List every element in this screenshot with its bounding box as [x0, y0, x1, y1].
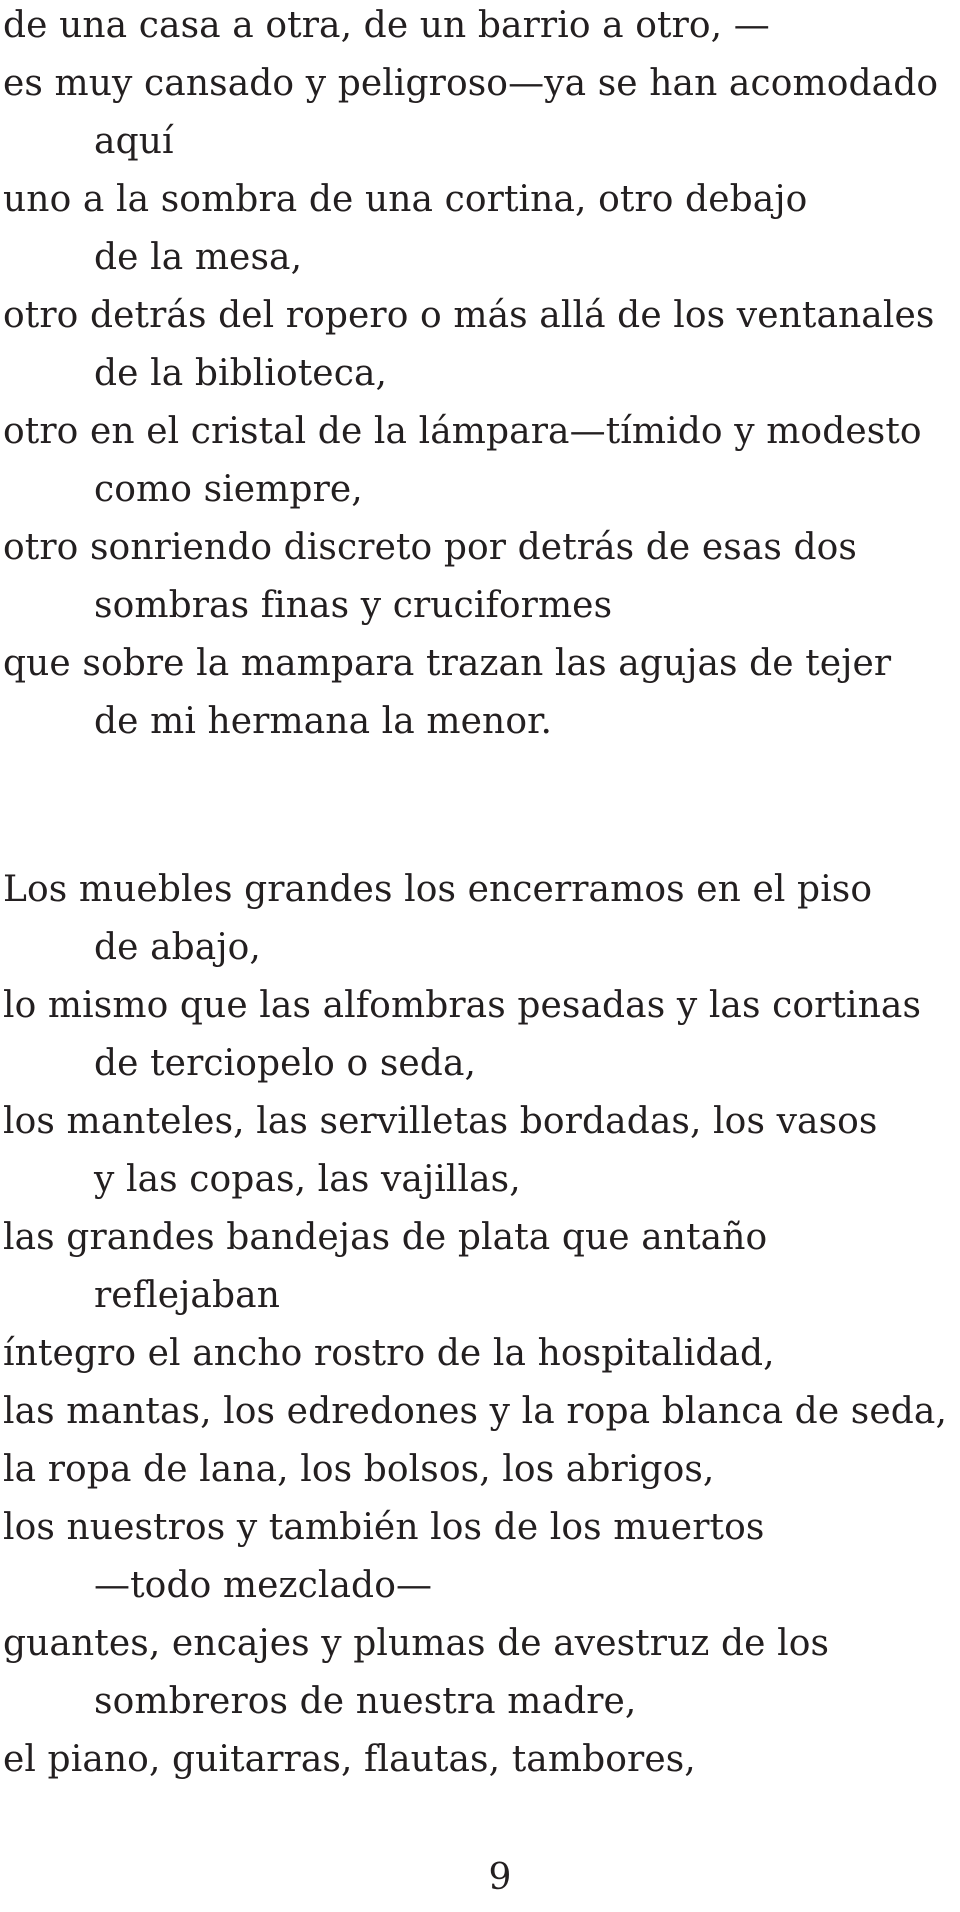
verse-line: es muy cansado y peligroso—ya se han acomodado	[3, 63, 939, 104]
page-number: 9	[488, 1857, 512, 1898]
verse-line: las mantas, los edredones y la ropa blanca de seda,	[3, 1391, 947, 1432]
verse-line: lo mismo que las alfombras pesadas y las cortinas	[3, 985, 922, 1026]
verse-line-continuation: como siempre,	[94, 469, 363, 510]
verse-line: otro detrás del ropero o más allá de los ventanales	[3, 295, 935, 336]
verse-line-continuation: sombreros de nuestra madre,	[94, 1681, 637, 1722]
verse-line: Los muebles grandes los encerramos en el piso	[3, 869, 873, 910]
verse-line: los manteles, las servilletas bordadas, los vasos	[3, 1101, 878, 1142]
verse-line-continuation: reflejaban	[94, 1275, 280, 1316]
verse-line: las grandes bandejas de plata que antaño	[3, 1217, 768, 1258]
verse-line: guantes, encajes y plumas de avestruz de los	[3, 1623, 830, 1664]
verse-line: íntegro el ancho rostro de la hospitalidad,	[3, 1333, 775, 1374]
verse-line: que sobre la mampara trazan las agujas de tejer	[3, 643, 892, 684]
stanza	[0, 864, 960, 1792]
verse-line: el piano, guitarras, flautas, tambores,	[3, 1739, 696, 1780]
verse-line: uno a la sombra de una cortina, otro debajo	[3, 179, 808, 220]
verse-line-continuation: de terciopelo o seda,	[94, 1043, 477, 1084]
verse-line-continuation: sombras finas y cruciformes	[94, 585, 613, 626]
verse-line-continuation: de mi hermana la menor.	[94, 701, 552, 742]
verse-line-continuation: aquí	[94, 121, 174, 162]
verse-line-continuation: —todo mezclado—	[94, 1565, 433, 1606]
verse-line-continuation: de la mesa,	[94, 237, 303, 278]
verse-line: de una casa a otra, de un barrio a otro, —	[3, 5, 770, 46]
stanza	[0, 0, 960, 754]
verse-line-continuation: de la biblioteca,	[94, 353, 388, 394]
verse-line-continuation: de abajo,	[94, 927, 261, 968]
verse-line: otro en el cristal de la lámpara—tímido y modesto	[3, 411, 922, 452]
verse-line: los nuestros y también los de los muertos	[3, 1507, 765, 1548]
verse-line-continuation: y las copas, las vajillas,	[94, 1159, 521, 1200]
verse-line: la ropa de lana, los bolsos, los abrigos,	[3, 1449, 715, 1490]
verse-line: otro sonriendo discreto por detrás de esas dos	[3, 527, 857, 568]
